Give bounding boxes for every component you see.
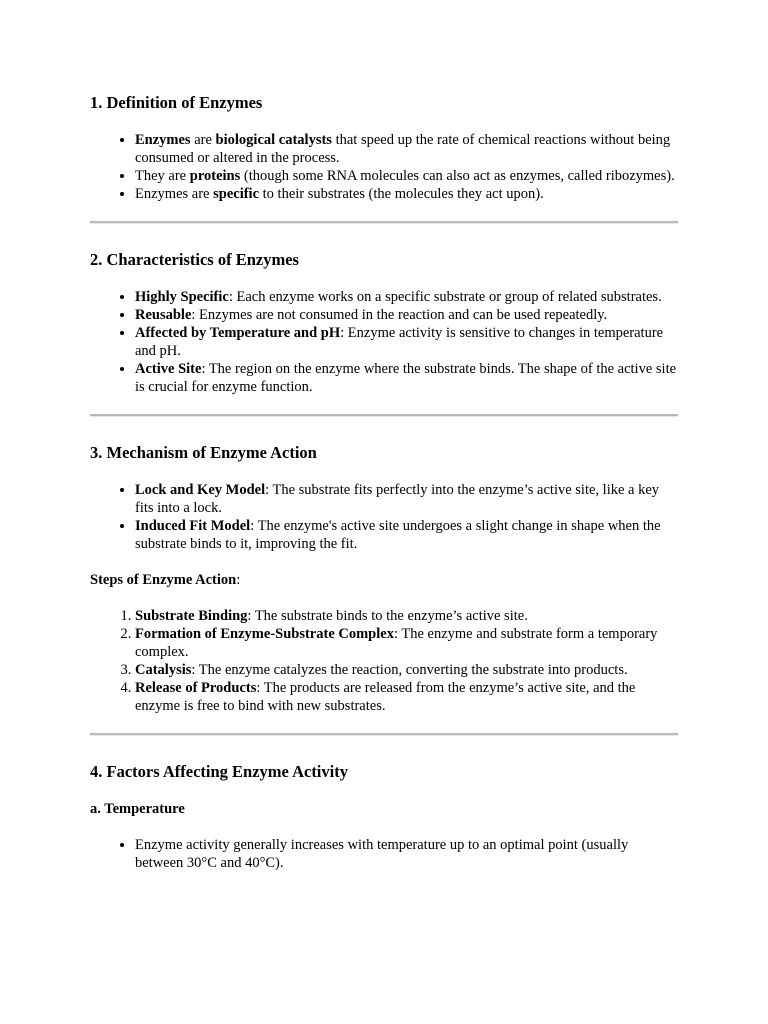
list-item	[135, 167, 678, 185]
section-divider	[90, 733, 678, 736]
item-text: : Enzyme activity is sensitive to changes in temperature and pH.	[135, 325, 664, 359]
numbered-list	[90, 607, 678, 715]
section-mechanism	[90, 443, 678, 715]
item-text: : The enzyme and substrate form a temporary complex.	[135, 626, 658, 660]
item-text: Enzymes are	[135, 186, 214, 202]
item-text: : Enzymes are not consumed in the reaction and can be used repeatedly.	[191, 307, 608, 323]
list-item	[135, 679, 678, 715]
bullet-list	[90, 836, 678, 872]
bold-term: Enzymes	[135, 132, 191, 148]
section-characteristics	[90, 250, 678, 396]
item-text: that speed up the rate of chemical reactions without being consumed or altered in the process.	[135, 132, 671, 166]
list-item	[135, 360, 678, 396]
list-item	[135, 324, 678, 360]
bold-term: biological catalysts	[215, 132, 332, 148]
bold-term: Lock and Key Model	[135, 482, 266, 498]
list-item	[135, 517, 678, 553]
item-text: are	[190, 132, 216, 148]
section-definition	[90, 93, 678, 203]
bold-term: specific	[213, 186, 260, 202]
section-heading: 1. Definition of Enzymes	[90, 93, 263, 112]
item-text: : The enzyme's active site undergoes a slight change in shape when the substrate binds to it, improving the fit.	[135, 518, 661, 552]
bold-term: Substrate Binding	[135, 608, 248, 624]
item-text: : The substrate fits perfectly into the enzyme’s active site, like a key fits into a lock.	[135, 482, 660, 516]
item-text: : Each enzyme works on a specific substrate or group of related substrates.	[228, 289, 662, 305]
list-item	[135, 306, 678, 324]
list-item	[135, 481, 678, 517]
bold-term: Release of Products	[135, 680, 257, 696]
steps-label	[90, 571, 678, 589]
steps-label-colon: :	[236, 572, 241, 588]
bold-term: proteins	[189, 168, 241, 184]
bold-term: Active Site	[135, 361, 202, 377]
section-factors	[90, 762, 678, 872]
bold-term: Formation of Enzyme-Substrate Complex	[135, 626, 394, 642]
list-item	[135, 288, 678, 306]
list-item	[135, 131, 678, 167]
item-text: They are	[135, 168, 190, 184]
list-item	[135, 836, 678, 872]
list-item	[135, 625, 678, 661]
list-item	[135, 661, 678, 679]
item-text: Enzyme activity generally increases with temperature up to an optimal point (usually between 30°C and 40°C).	[135, 837, 629, 871]
bullet-list	[90, 288, 678, 396]
bold-term: Catalysis	[135, 662, 192, 678]
item-text: to their substrates (the molecules they act upon).	[259, 186, 544, 202]
bold-term: Reusable	[135, 307, 192, 323]
steps-label-text: Steps of Enzyme Action	[90, 572, 237, 588]
subsection-heading: a. Temperature	[90, 801, 185, 817]
item-text: : The products are released from the enzyme’s active site, and the enzyme is free to bind with new substrates.	[135, 680, 636, 714]
bold-term: Affected by Temperature and pH	[135, 325, 341, 341]
section-heading: 2. Characteristics of Enzymes	[90, 250, 299, 269]
item-text: : The substrate binds to the enzyme’s active site.	[247, 608, 528, 624]
item-text: : The region on the enzyme where the substrate binds. The shape of the active site is crucial for enzyme function.	[135, 361, 677, 395]
section-heading: 4. Factors Affecting Enzyme Activity	[90, 762, 348, 781]
section-divider	[90, 414, 678, 417]
item-text: (though some RNA molecules can also act as enzymes, called ribozymes).	[240, 168, 675, 184]
list-item	[135, 185, 678, 203]
bold-term: Induced Fit Model	[135, 518, 251, 534]
bullet-list	[90, 131, 678, 203]
list-item	[135, 607, 678, 625]
bold-term: Highly Specific	[135, 289, 229, 305]
section-divider	[90, 221, 678, 224]
item-text: : The enzyme catalyzes the reaction, converting the substrate into products.	[191, 662, 628, 678]
section-heading: 3. Mechanism of Enzyme Action	[90, 443, 317, 462]
bullet-list	[90, 481, 678, 553]
